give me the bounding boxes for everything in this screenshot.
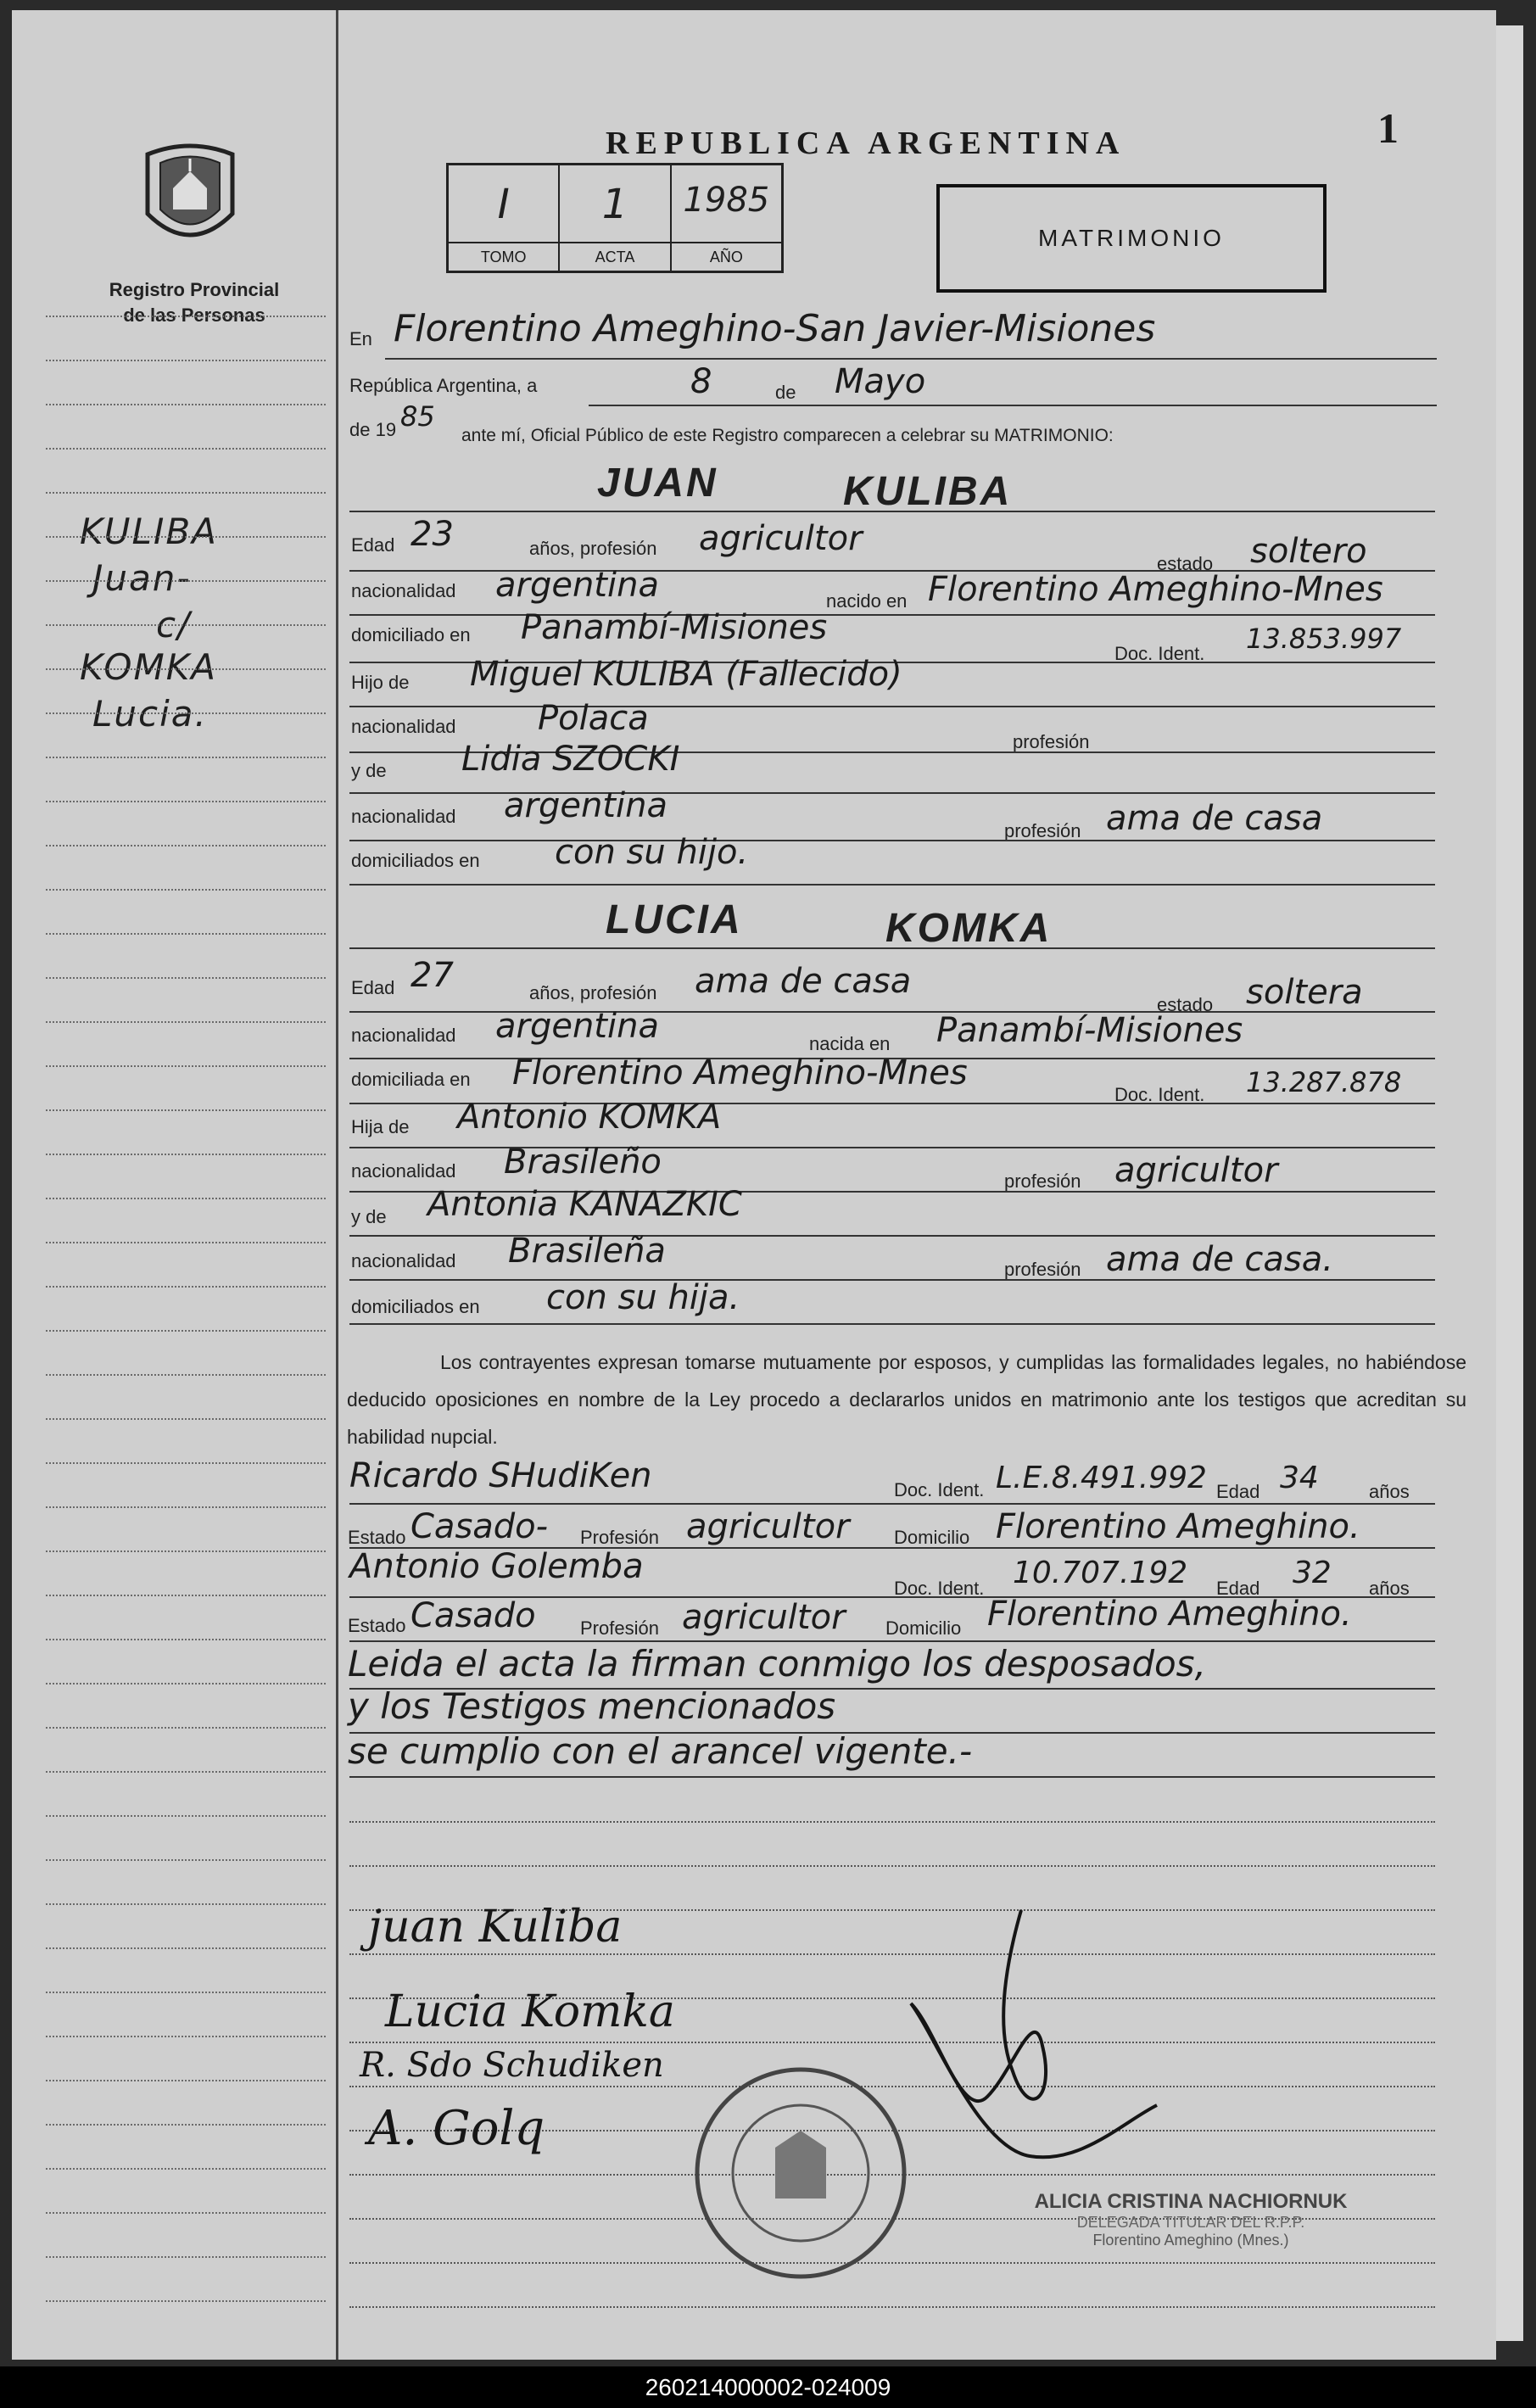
bride-last-name: KOMKA [885,906,1053,951]
margin-dotted-line [46,668,326,670]
witness2-estado: Casado [411,1596,536,1635]
margin-dotted-line [46,1683,326,1684]
groom-doc: 13.853.997 [1246,623,1402,655]
bride-domiciliados-label: domiciliados en [351,1296,480,1317]
margin-dotted-line [46,1859,326,1861]
tomo-label: TOMO [449,242,558,271]
document-id: 260214000002-024009 [0,2366,1536,2408]
tomo-cell [449,165,560,271]
groom-anos-profesion-label: años, profesión [529,538,657,559]
groom-estado-label: estado [1157,553,1214,574]
bride-domicilio: Florentino Ameghino-Mnes [512,1053,968,1092]
witness2-edad-label: Edad [1216,1578,1260,1599]
groom-madre-prof: ama de casa [1106,799,1323,838]
groom-hijo-label: Hijo de [351,672,410,693]
bride-madre-nac-label: nacionalidad [351,1250,456,1271]
bride-y-de-label: y de [351,1206,387,1227]
bride-padre-nac: Brasileño [504,1143,662,1182]
body-dotted-line [349,2306,1435,2308]
margin-dotted-line [46,1462,326,1464]
groom-line-2 [349,614,1435,616]
margin-note-line1: KULIBA [80,511,218,552]
groom-line-4 [349,706,1435,707]
margin-dotted-line [46,1286,326,1288]
margin-dotted-line [46,360,326,361]
margin-dotted-line [46,1815,326,1817]
groom-madre-prof-label: profesión [1004,820,1081,841]
margin-dotted-line [46,2080,326,2081]
margin-dotted-line [46,712,326,714]
bride-padre-nac-label: nacionalidad [351,1160,456,1182]
groom-edad: 23 [411,515,454,554]
margin-dotted-line [46,624,326,626]
groom-line-7 [349,840,1435,841]
margin-note-line5: Lucia. [92,693,208,735]
bride-padre-prof: agricultor [1114,1151,1278,1190]
witness2-profesion: agricultor [682,1598,846,1637]
groom-name-line [349,511,1435,512]
margin-dotted-line [46,1550,326,1552]
witness1-line-1 [349,1503,1435,1505]
witness2-name: Antonio Golemba [349,1547,644,1586]
page-number: 1 [1377,104,1399,152]
bride-nacionalidad: argentina [495,1007,659,1046]
witness1-edad: 34 [1280,1461,1319,1495]
margin-dotted-line [46,933,326,935]
margin-dotted-line [46,1109,326,1111]
registry-stamp-icon [690,2063,911,2283]
official-signature-icon [885,1902,1165,2190]
margin-dotted-line [46,2212,326,2214]
margin-dotted-line [46,1330,326,1332]
witness1-profesion: agricultor [686,1507,850,1546]
margin-dotted-line [46,889,326,891]
de-label: de [775,382,796,403]
margin-dotted-line [46,1947,326,1949]
groom-nac-label: nacionalidad [351,580,456,601]
record-page [12,10,1496,2360]
groom-last-name: KULIBA [843,469,1013,514]
bride-line-8 [349,1323,1435,1325]
witness1-prof-label: Profesión [580,1527,659,1548]
margin-dotted-line [46,801,326,802]
bride-madre-prof: ama de casa. [1106,1240,1333,1279]
left-margin [12,10,338,2360]
acta-value: 1 [601,181,628,228]
bride-madre-prof-label: profesión [1004,1259,1081,1280]
bride-nacida: Panambí-Misiones [936,1011,1243,1050]
witness1-edad-label: Edad [1216,1481,1260,1502]
margin-dotted-line [46,2124,326,2126]
bride-domiciliados: con su hija. [546,1278,740,1317]
margin-dotted-line [46,1418,326,1420]
bride-profesion: ama de casa [695,962,912,1001]
groom-first-name: JUAN [597,461,718,506]
groom-domiciliados-label: domiciliados en [351,850,480,871]
witness1-estado-label: Estado [348,1527,406,1548]
margin-dotted-line [46,1727,326,1729]
groom-line-8 [349,884,1435,886]
witness2-dom-label: Domicilio [885,1617,962,1639]
witness1-doc: L.E.8.491.992 [996,1461,1207,1495]
bride-estado-label: estado [1157,994,1214,1015]
margin-dotted-line [46,1771,326,1773]
margin-dotted-line [46,580,326,582]
bride-edad-label: Edad [351,977,395,998]
groom-padre-nac: Polaca [538,699,649,738]
groom-nacionalidad: argentina [495,566,659,605]
bride-doc-label: Doc. Ident. [1114,1084,1205,1105]
margin-dotted-line [46,1065,326,1067]
witness2-doc: 10.707.192 [1013,1556,1188,1590]
declaration-text: Los contrayentes expresan tomarse mutuamente por esposos, y cumplidas las formalidades legales, no habiéndose deducido oposiciones en nombre de la Ley procedo a declararlos unidos en matrimonio ante los testigos que acreditan su habilidad nupcial. [347,1351,1466,1448]
margin-dotted-line [46,1242,326,1243]
registry-label-line1: Registro Provincial [109,279,280,300]
margin-dotted-line [46,1639,326,1640]
bride-name-line [349,947,1435,949]
closing-line2: y los Testigos mencionados [348,1685,836,1727]
margin-dotted-line [46,1021,326,1023]
registry-label-line2: de las Personas [123,304,265,326]
margin-dotted-line [46,2300,326,2302]
bride-anos-profesion-label: años, profesión [529,982,657,1003]
month-value: Mayo [835,362,926,401]
closing-line-rule-3 [349,1776,1435,1778]
signature-bride: Lucia Komka [385,1986,675,2037]
margin-dotted-line [46,2168,326,2170]
witness2-prof-label: Profesión [580,1617,659,1639]
place-value: Florentino Ameghino-San Javier-Misiones [394,307,1156,350]
margin-dotted-line [46,845,326,846]
year-prefix: de 19 [349,419,397,440]
tomo-value: I [497,181,510,228]
margin-dotted-line [46,448,326,450]
witness1-estado: Casado- [411,1507,549,1546]
margin-dotted-line [46,2036,326,2037]
groom-padre-nac-label: nacionalidad [351,716,456,737]
act-type-box: MATRIMONIO [936,184,1327,293]
margin-dotted-line [46,1198,326,1199]
groom-nacido: Florentino Ameghino-Mnes [928,570,1383,609]
margin-dotted-line [46,1374,326,1376]
bride-dom-label: domiciliada en [351,1069,471,1090]
bride-madre: Antonia KANAZKIC [427,1185,742,1224]
groom-padre-prof-label: profesión [1013,731,1090,752]
margin-dotted-line [46,1903,326,1905]
signature-groom: juan Kuliba [368,1902,623,1953]
margin-note-line2: Juan- [92,557,192,599]
witness2-domicilio: Florentino Ameghino. [987,1595,1352,1634]
witness1-name: Ricardo SHudiKen [349,1456,652,1495]
groom-dom-label: domiciliado en [351,624,471,645]
body-dotted-line [349,1865,1435,1867]
bride-edad: 27 [411,956,454,995]
official-name: ALICIA CRISTINA NACHIORNUK [1034,2190,1348,2213]
groom-madre-nac: argentina [504,786,667,825]
act-reference-box [446,163,784,273]
margin-dotted-line [46,316,326,317]
en-label: En [349,328,372,349]
groom-nacido-label: nacido en [826,590,908,612]
appear-text: ante mí, Oficial Público de este Registro comparecen a celebrar su MATRIMONIO: [461,426,1114,445]
margin-dotted-line [46,1992,326,1993]
official-stamp [1013,2190,1369,2249]
groom-domiciliados: con su hijo. [555,833,749,872]
bride-nacida-label: nacida en [809,1033,891,1054]
witness2-line-2 [349,1640,1435,1642]
groom-y-de-label: y de [351,760,387,781]
witness1-domicilio: Florentino Ameghino. [996,1507,1360,1546]
margin-dotted-line [46,1506,326,1508]
bride-first-name: LUCIA [606,897,743,942]
margin-note-line3: c/ [156,604,192,645]
groom-domicilio: Panambí-Misiones [521,608,828,647]
place-line [385,358,1437,360]
ano-label: AÑO [672,242,781,271]
margin-dotted-line [46,2256,326,2258]
acta-label: ACTA [560,242,669,271]
groom-estado: soltero [1250,532,1367,571]
ano-value: 1985 [683,181,770,220]
closing-line3: se cumplio con el arancel vigente.- [348,1730,973,1772]
signature-witness1: R. Sdo Schudiken [360,2046,664,2085]
provincial-seal-icon [139,137,241,256]
acta-cell [560,165,671,271]
bride-madre-nac: Brasileña [508,1232,666,1271]
margin-dotted-line [46,1595,326,1596]
body-dotted-line [349,1821,1435,1823]
bride-padre-prof-label: profesión [1004,1170,1081,1192]
groom-madre: Lidia SZOCKI [461,740,680,779]
margin-note-line4: KOMKA [80,646,217,688]
groom-profesion: agricultor [699,519,863,558]
groom-padre: Miguel KULIBA (Fallecido) [470,655,902,694]
date-line [589,405,1437,406]
closing-line1: Leida el acta la firman conmigo los desposados, [348,1643,1206,1684]
year-suffix: 85 [400,400,435,433]
margin-dotted-line [46,404,326,405]
witness1-doc-label: Doc. Ident. [894,1479,985,1500]
witness2-anos-label: años [1369,1578,1410,1599]
signature-witness2: A. Golq [368,2101,545,2156]
groom-madre-nac-label: nacionalidad [351,806,456,827]
official-title: DELEGADA TITULAR DEL R.P.P. [1076,2214,1305,2231]
bride-doc: 13.287.878 [1246,1066,1402,1098]
margin-dotted-line [46,492,326,494]
witness2-edad: 32 [1293,1556,1332,1590]
bride-padre: Antonio KOMKA [457,1098,722,1137]
republic-date-label: República Argentina, a [349,375,538,396]
witness1-anos-label: años [1369,1481,1410,1502]
ano-cell [672,165,781,271]
groom-edad-label: Edad [351,534,395,556]
margin-dotted-line [46,536,326,538]
bride-line-7 [349,1279,1435,1281]
witness2-estado-label: Estado [348,1615,406,1636]
margin-dotted-line [46,757,326,758]
groom-doc-label: Doc. Ident. [1114,643,1205,664]
bride-estado: soltera [1246,973,1363,1012]
registry-label [84,277,304,328]
margin-dotted-line [46,977,326,979]
day-value: 8 [690,362,712,401]
official-place: Florentino Ameghino (Mnes.) [1092,2232,1289,2249]
witness2-doc-label: Doc. Ident. [894,1578,985,1599]
bride-hija-label: Hija de [351,1116,410,1137]
margin-dotted-line [46,1154,326,1155]
witness1-dom-label: Domicilio [894,1527,970,1548]
bride-nac-label: nacionalidad [351,1025,456,1046]
country-heading: REPUBLICA ARGENTINA [606,126,1126,161]
